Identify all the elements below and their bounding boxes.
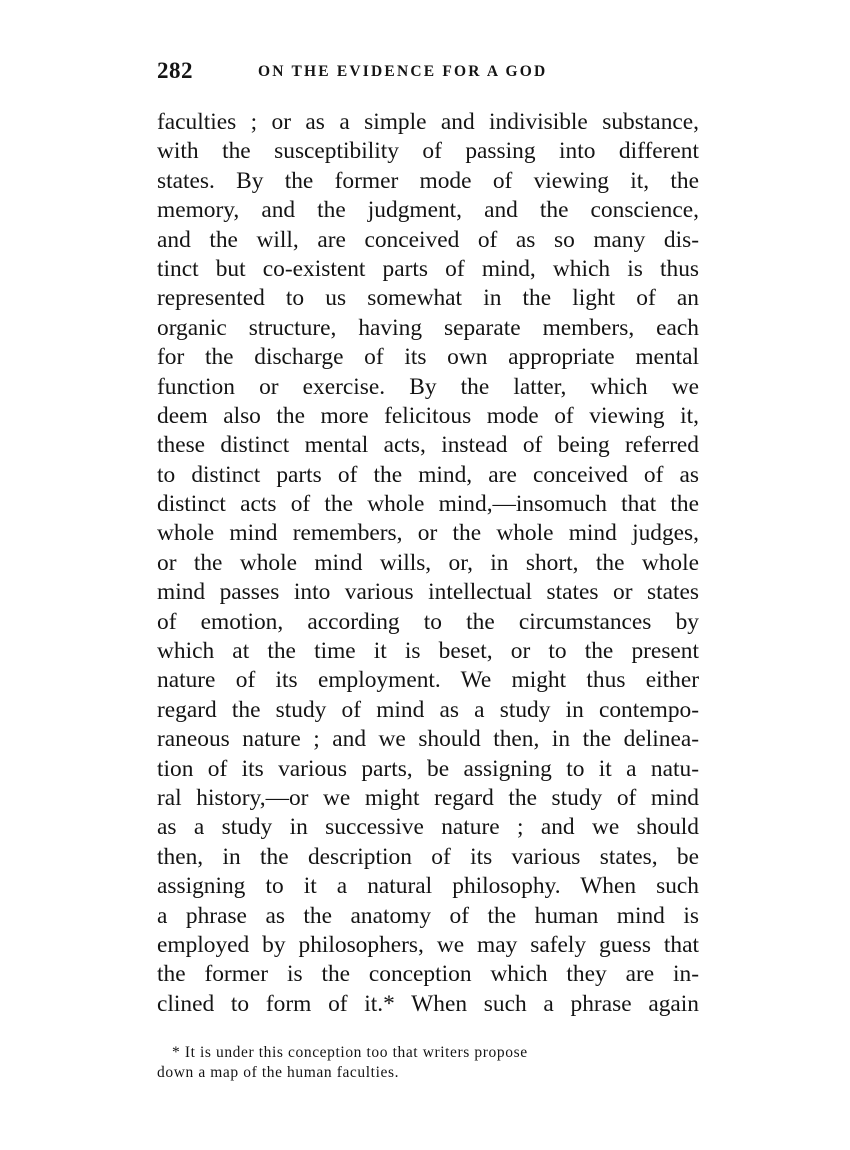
running-title: ON THE EVIDENCE FOR A GOD [258,63,548,80]
text-line: with the susceptibility of passing into different [157,138,699,165]
text-line: deem also the more felicitous mode of viewing it, [157,402,699,429]
footnote-line: * It is under this conception too that writers propose [172,1044,528,1061]
text-line: faculties ; or as a simple and indivisible substance, [157,109,699,135]
text-line: of emotion, according to the circumstances by [157,608,699,635]
text-line: represented to us somewhat in the light of an [157,285,699,312]
text-line: the former is the conception which they are in- [157,961,699,988]
text-line: these distinct mental acts, instead of being referred [157,432,699,459]
text-line: whole mind remembers, or the whole mind judges, [157,520,699,547]
body-text [157,108,699,1019]
text-line: as a study in successive nature ; and we should [157,814,699,841]
text-line: memory, and the judgment, and the conscience, [157,197,699,224]
text-line: nature of its employment. We might thus either [157,667,699,694]
text-line: clined to form of it.* When such a phrase again [157,990,699,1017]
text-line: and the will, are conceived of as so many dis- [157,226,699,253]
text-line: to distinct parts of the mind, are conceived of as [157,461,699,488]
text-line: or the whole mind wills, or, in short, the whole [157,549,699,576]
text-line: tinct but co-existent parts of mind, which is thus [157,255,699,282]
text-line: assigning to it a natural philosophy. When such [157,873,699,900]
text-line: regard the study of mind as a study in contempo- [157,696,699,723]
text-line: then, in the description of its various states, be [157,843,699,870]
text-line: organic structure, having separate members, each [157,314,699,341]
text-line: which at the time it is beset, or to the present [157,638,699,665]
text-line: for the discharge of its own appropriate mental [157,344,699,371]
text-line: ral history,—or we might regard the study of mind [157,784,699,811]
text-line: mind passes into various intellectual states or states [157,579,699,606]
text-line: tion of its various parts, be assigning to it a natu- [157,755,699,782]
text-line: states. By the former mode of viewing it, the [157,167,699,194]
page-number: 282 [157,58,193,83]
text-line: employed by philosophers, we may safely guess that [157,931,699,958]
text-line: raneous nature ; and we should then, in the delinea- [157,726,699,753]
text-line: distinct acts of the whole mind,—insomuch that the [157,491,699,518]
running-head [157,58,697,88]
text-line: function or exercise. By the latter, which we [157,373,699,400]
text-line: a phrase as the anatomy of the human mind is [157,902,699,929]
footnote-line: down a map of the human faculties. [157,1064,400,1081]
footnote [157,1043,637,1083]
